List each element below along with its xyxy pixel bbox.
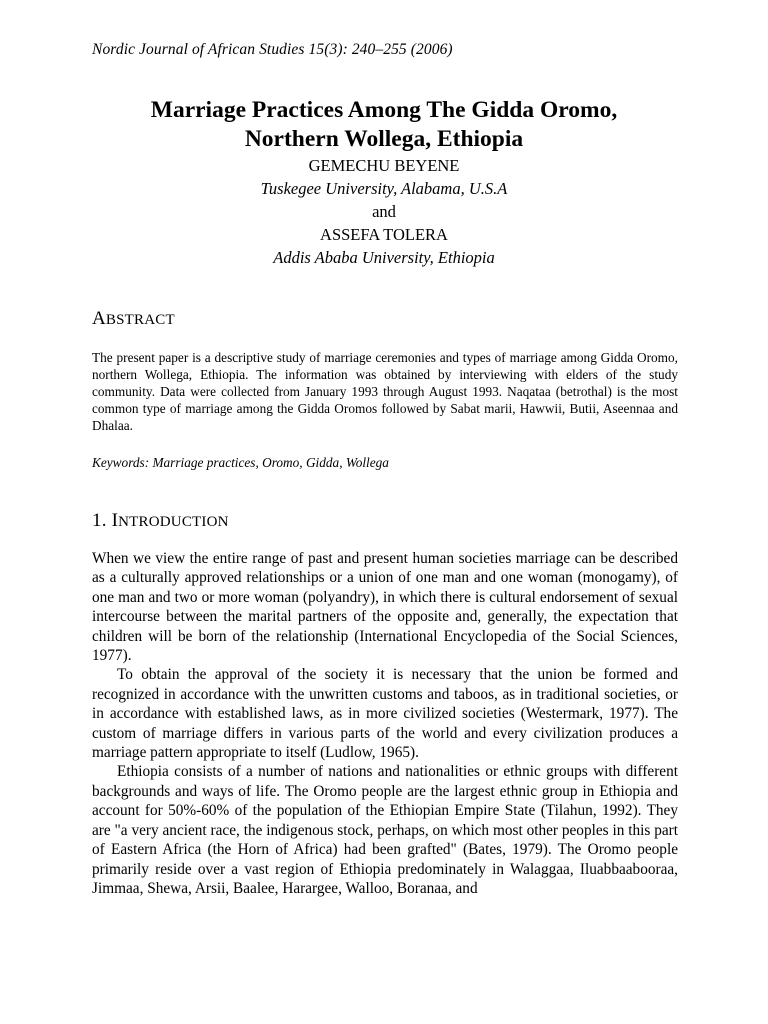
abstract-heading-rest: BSTRACT (105, 312, 175, 328)
abstract-heading (92, 308, 175, 330)
introduction-heading-initial: 1. I (92, 510, 119, 531)
title-block (0, 96, 768, 269)
author-affiliation-2: Addis Ababa University, Ethiopia (273, 248, 495, 267)
paper-title-line-2: Northern Wollega, Ethiopia (244, 126, 524, 152)
abstract-text: The present paper is a descriptive study of marriage ceremonies and types of marriage among Gidda Oromo, northern Wollega, Ethiopia. The information was obtained by interviewing with elders of the study community. Data were collected from January 1993 through August 1993. Naqataa (betrothal) is the most common type of marriage among the Gidda Oromos followed by Sabat marii, Hawwii, Butii, Aseennaa and Dhalaa. (92, 350, 678, 434)
paragraph-1: When we view the entire range of past and present human societies marriage can be described as a culturally approved relationships or a union of one man and one woman (monogamy), of one man and two or more woman (polyandry), in which there is cultural endorsement of sexual intercourse between the marital partners of the opposite and, generally, the expectation that children will be born of the relationship (International Encyclopedia of the Social Sciences, 1977). (92, 550, 678, 665)
introduction-heading (92, 510, 229, 532)
paper-title-line-1: Marriage Practices Among The Gidda Oromo, (150, 97, 618, 123)
author-name-1: GEMECHU BEYENE (308, 156, 460, 175)
author-conjunction: and (372, 202, 396, 221)
author-affiliation-1: Tuskegee University, Alabama, U.S.A (260, 179, 508, 198)
keywords: Keywords: Marriage practices, Oromo, Gidda, Wollega (92, 455, 389, 470)
introduction-heading-rest: NTRODUCTION (118, 514, 229, 530)
journal-reference: Nordic Journal of African Studies 15(3): 240–255 (2006) (92, 41, 453, 58)
introduction-body (92, 549, 678, 898)
paragraph-2: To obtain the approval of the society it is necessary that the union be formed and recognized in accordance with the unwritten customs and taboos, as in traditional societies, or in accordance with established laws, as in more civilized societies (Westermark, 1977). The custom of marriage differs in various parts of the world and every civilization produces a marriage pattern appropriate to itself (Ludlow, 1965). (92, 666, 678, 762)
author-name-2: ASSEFA TOLERA (320, 225, 448, 244)
abstract-heading-initial: A (92, 308, 106, 329)
paragraph-3: Ethiopia consists of a number of nations and nationalities or ethnic groups with different backgrounds and ways of life. The Oromo people are the largest ethnic group in Ethiopia and account for 50%-60% of the population of the Ethiopian Empire State (Tilahun, 1992). They are "a very ancient race, the indigenous stock, perhaps, on which most other peoples in this part of Eastern Africa (the Horn of Africa) had been grafted" (Bates, 1979). The Oromo people primarily reside over a vast region of Ethiopia predominately in Walaggaa, Iluabbaabooraa, Jimmaa, Shewa, Arsii, Baalee, Harargee, Walloo, Boranaa, and (92, 763, 678, 897)
